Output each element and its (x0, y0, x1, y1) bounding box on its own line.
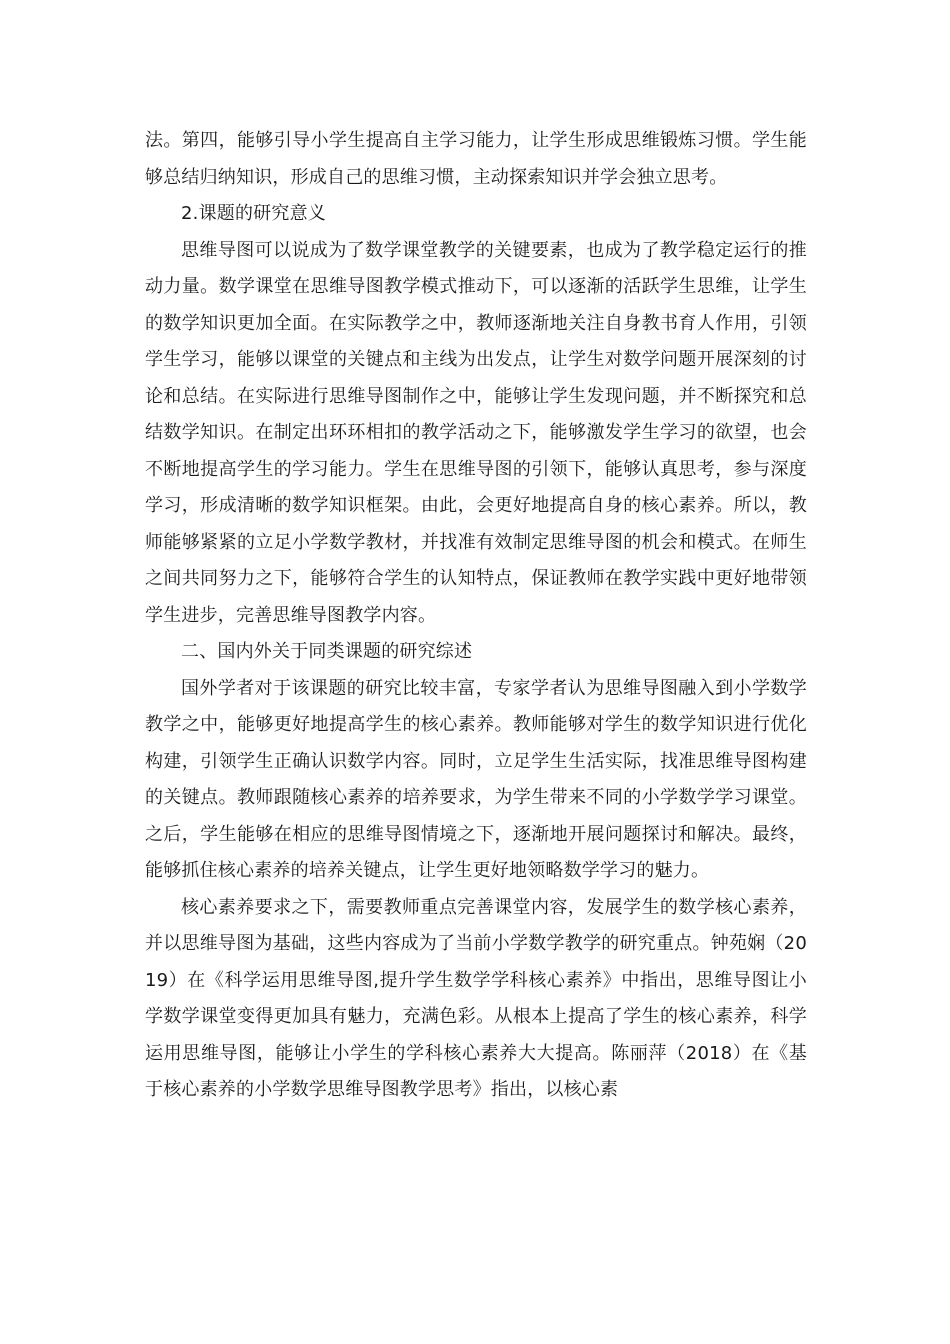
paragraph-foreign-research: 国外学者对于该课题的研究比较丰富，专家学者认为思维导图融入到小学数学教学之中，能够更好地提高学生的核心素养。教师能够对学生的数学知识进行优化构建，引领学生正确认识数学内容。同时，立足学生生活实际，找准思维导图构建的关键点。教师跟随核心素养的培养要求，为学生带来不同的小学数学学习课堂。之后，学生能够在相应的思维导图情境之下，逐渐地开展问题探讨和解决。最终，能够抓住核心素养的培养关键点，让学生更好地领略数学学习的魅力。 (145, 677, 807, 881)
paragraph-research-significance: 思维导图可以说成为了数学课堂教学的关键要素，也成为了教学稳定运行的推动力量。数学课堂在思维导图教学模式推动下，可以逐渐的活跃学生思维，让学生的数学知识更加全面。在实际教学之中，教师逐渐地关注自身教书育人作用，引领学生学习，能够以课堂的关键点和主线为出发点，让学生对数学问题开展深刻的讨论和总结。在实际进行思维导图制作之中，能够让学生发现问题，并不断探究和总结数学知识。在制定出环环相扣的教学活动之下，能够激发学生学习的欲望，也会不断地提高学生的学习能力。学生在思维导图的引领下，能够认真思考，参与深度学习，形成清晰的数学知识框架。由此，会更好地提高自身的核心素养。所以，教师能够紧紧的立足小学数学教材，并找准有效制定思维导图的机会和模式。在师生之间共同努力之下，能够符合学生的认知特点，保证教师在教学实践中更好地带领学生进步，完善思维导图教学内容。 (145, 239, 807, 626)
document-body (145, 123, 807, 1109)
section-heading-literature-review: 二、国内外关于同类课题的研究综述 (181, 641, 473, 662)
paragraph-domestic-research: 核心素养要求之下，需要教师重点完善课堂内容，发展学生的数学核心素养，并以思维导图为基础，这些内容成为了当前小学数学教学的研究重点。钟苑娴（2019）在《科学运用思维导图,提升学生数学学科核心素养》中指出，思维导图让小学数学课堂变得更加具有魅力，充满色彩。从根本上提高了学生的核心素养，科学运用思维导图，能够让小学生的学科核心素养大大提高。陈丽萍（2018）在《基于核心素养的小学数学思维导图教学思考》指出，以核心素 (145, 896, 807, 1100)
section-heading-research-significance: 2.课题的研究意义 (181, 203, 326, 224)
paragraph-continued: 法。第四，能够引导小学生提高自主学习能力，让学生形成思维锻炼习惯。学生能够总结归纳知识，形成自己的思维习惯，主动探索知识并学会独立思考。 (145, 130, 807, 188)
